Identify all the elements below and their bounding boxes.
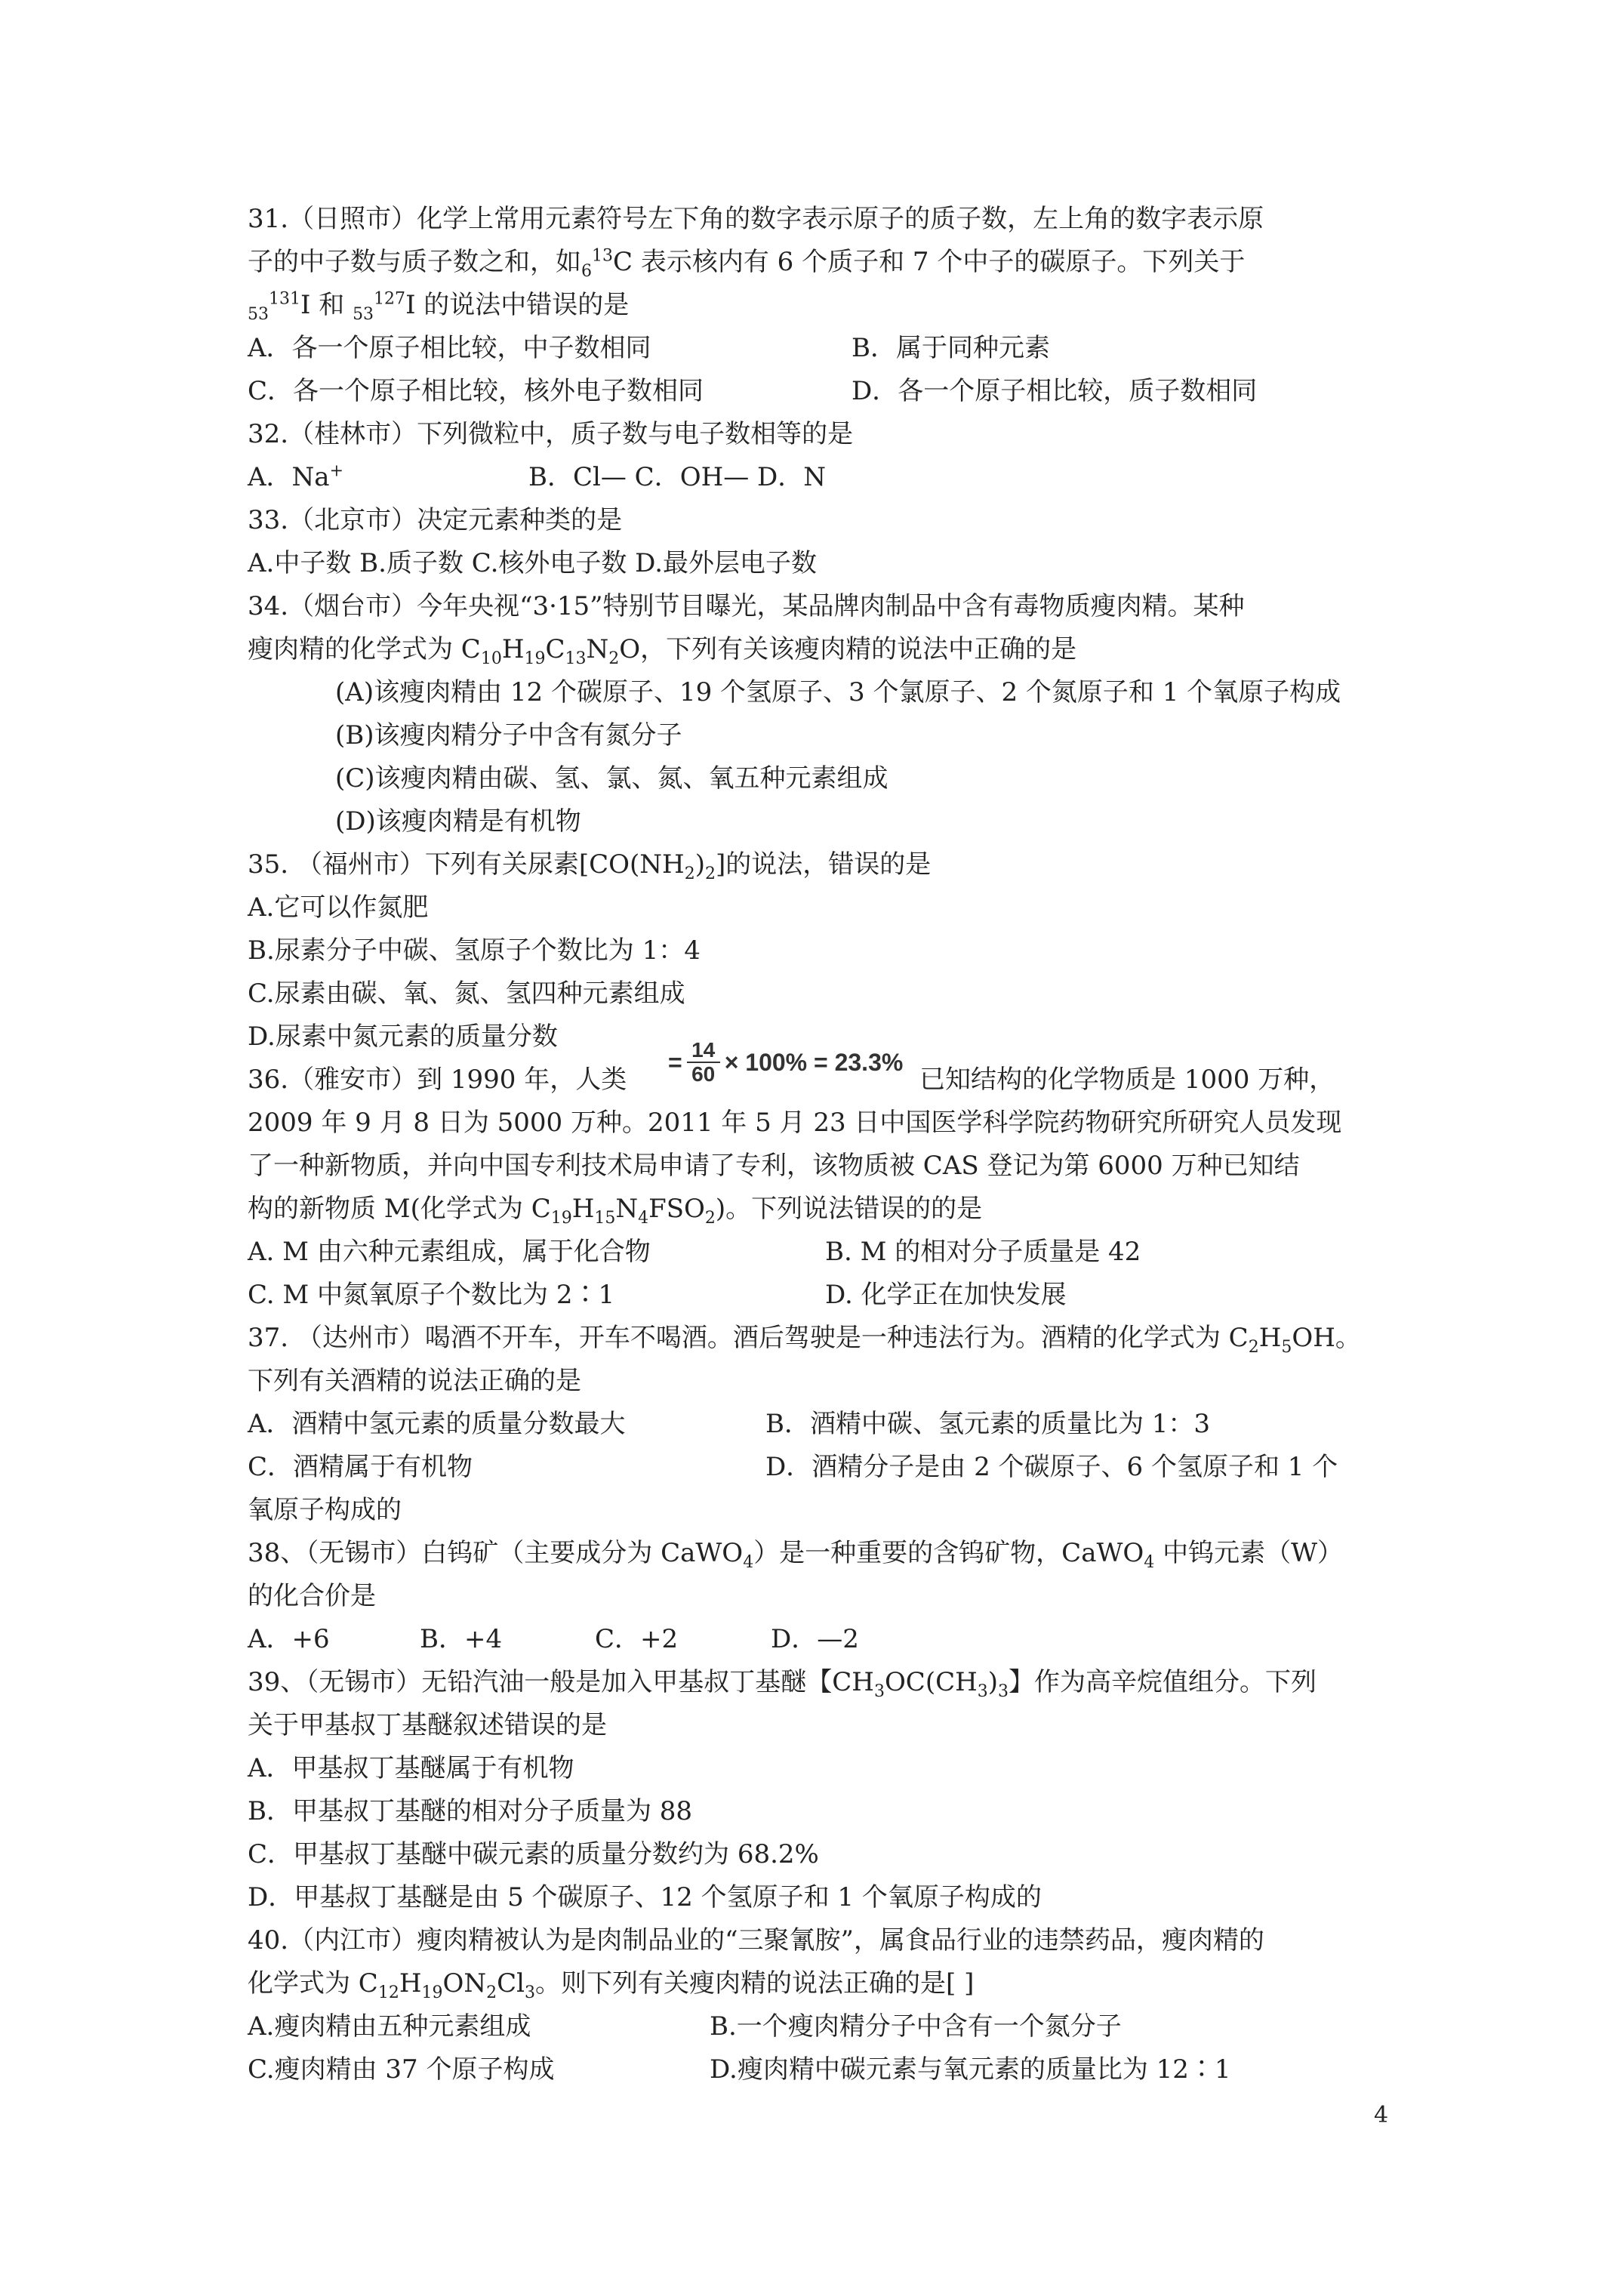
q36-stem-line3: 了一种新物质，并向中国专利技术局申请了专利，该物质被 CAS 登记为第 6000 万种已知结: [248, 1151, 1300, 1181]
q40-stem-line2: 化学式为 $C_{12}H_{19}ON_2Cl_3$。则下列有关瘦肉精的说法正确的是[ ]: [248, 1968, 975, 2002]
q37-option-a: A．酒精中氢元素的质量分数最大: [248, 1409, 626, 1439]
q40-stem-line1: 40.（内江市）瘦肉精被认为是肉制品业的“三聚氰胺”，属食品行业的违禁药品，瘦肉精的: [248, 1925, 1264, 1955]
q37-stem-line1: 37. （达州市）喝酒不开车，开车不喝酒。酒后驾驶是一种违法行为。酒精的化学式为 $C_2H_5OH$。: [248, 1323, 1361, 1357]
q35-option-c: C.尿素由碳、氧、氮、氢四种元素组成: [248, 978, 685, 1009]
q36-option-d: D. 化学正在加快发展: [825, 1280, 1067, 1310]
q39-stem-line2: 关于甲基叔丁基醚叙述错误的是: [248, 1710, 607, 1740]
q39-option-d: D．甲基叔丁基醚是由 5 个碳原子、12 个氢原子和 1 个氧原子构成的: [248, 1882, 1042, 1912]
q34-stem-line2: 瘦肉精的化学式为 $C_{10}H_{19}C_{13}N_2O$，下列有关该瘦肉精的说法中正确的是: [248, 634, 1077, 668]
q38-stem-line2: 的化合价是: [248, 1581, 376, 1611]
q39-option-b: B．甲基叔丁基醚的相对分子质量为 88: [248, 1796, 693, 1826]
q37-option-d: D．酒精分子是由 2 个碳原子、6 个氢原子和 1 个: [765, 1452, 1338, 1482]
page-number: 4: [1374, 2102, 1389, 2128]
q32-stem: 32.（桂林市）下列微粒中，质子数与电子数相等的是: [248, 419, 854, 449]
q38-option-b: B．+4: [420, 1624, 503, 1654]
q31-stem-line3: $_{53}^{131}$I 和 $_{53}^{127}$I 的说法中错误的是: [248, 289, 630, 324]
q33-stem: 33.（北京市）决定元素种类的是: [248, 505, 623, 535]
q36-stem-line4: 构的新物质 M(化学式为 $C_{19}H_{15}N_4FSO_2$)。下列说法错误的的是: [248, 1194, 983, 1228]
q31-stem-line1: 31.（日照市）化学上常用元素符号左下角的数字表示原子的质子数，左上角的数字表示原: [248, 204, 1264, 234]
q37-option-c: C．酒精属于有机物: [248, 1452, 473, 1482]
q31-option-b: B．属于同种元素: [852, 333, 1050, 363]
q40-option-b: B.一个瘦肉精分子中含有一个氮分子: [710, 2011, 1122, 2042]
q36-stem-line1b: 已知结构的化学物质是 1000 万种，: [919, 1065, 1335, 1095]
q38-option-c: C．+2: [595, 1624, 679, 1654]
q35-stem: 35. （福州市）下列有关尿素$[CO(NH_2)_2]$的说法，错误的是: [248, 849, 932, 883]
q39-stem-line1: 39、（无锡市）无铅汽油一般是加入甲基叔丁基醚【$CH_3OC(CH_3)_3$】作为高辛烷值组分。下列: [248, 1667, 1317, 1701]
q37-option-d-cont: 氧原子构成的: [248, 1495, 402, 1525]
q39-option-a: A．甲基叔丁基醚属于有机物: [248, 1753, 574, 1783]
q31-option-d: D．各一个原子相比较，质子数相同: [852, 376, 1258, 406]
q35-option-b: B.尿素分子中碳、氢原子个数比为 1：4: [248, 935, 701, 966]
q34-option-b: (B)该瘦肉精分子中含有氮分子: [335, 720, 682, 750]
q36-option-c: C. M 中氮氧原子个数比为 2∶1: [248, 1280, 615, 1310]
q38-option-a: A．+6: [248, 1624, 330, 1654]
q34-option-a: (A)该瘦肉精由 12 个碳原子、19 个氢原子、3 个氯原子、2 个氮原子和 1 个氧原子构成: [335, 677, 1341, 707]
q40-option-a: A.瘦肉精由五种元素组成: [248, 2011, 531, 2042]
q34-stem-line1: 34.（烟台市）今年央视“3·15”特别节目曝光，某品牌肉制品中含有毒物质瘦肉精。某种: [248, 591, 1245, 621]
q34-option-c: (C)该瘦肉精由碳、氢、氯、氮、氧五种元素组成: [335, 763, 888, 794]
q36-stem-line2: 2009 年 9 月 8 日为 5000 万种。2011 年 5 月 23 日中国医学科学院药物研究所研究人员发现: [248, 1108, 1342, 1138]
q35-option-d: D.尿素中氮元素的质量分数: [248, 1022, 558, 1052]
q40-option-d: D.瘦肉精中碳元素与氧元素的质量比为 12∶1: [710, 2054, 1231, 2085]
q31-stem-line2: 子的中子数与质子数之和，如$_6^{13}$C 表示核内有 6 个质子和 7 个中子的碳原子。下列关于: [248, 246, 1246, 281]
q31-option-c: C．各一个原子相比较，核外电子数相同: [248, 376, 704, 406]
q32-options-bcd: B．Cl— C．OH— D．N: [528, 462, 827, 492]
q35-option-a: A.它可以作氮肥: [248, 892, 429, 923]
q38-stem-line1: 38、（无锡市）白钨矿（主要成分为 CaWO$_4$）是一种重要的含钨矿物，CaWO$_4$ 中钨元素（W）: [248, 1538, 1344, 1572]
q36-option-b: B. M 的相对分子质量是 42: [825, 1237, 1141, 1267]
q33-options: A.中子数 B.质子数 C.核外电子数 D.最外层电子数: [248, 548, 818, 578]
q37-stem-line2: 下列有关酒精的说法正确的是: [248, 1366, 581, 1396]
q37-option-b: B．酒精中碳、氢元素的质量比为 1：3: [765, 1409, 1211, 1439]
mass-fraction-formula: = $\frac{14}{60}$ × 100% = 23.3%: [668, 1038, 904, 1086]
q36-option-a: A. M 由六种元素组成，属于化合物: [248, 1237, 651, 1267]
q32-option-a: A．Na+: [248, 461, 344, 492]
q40-option-c: C.瘦肉精由 37 个原子构成: [248, 2054, 555, 2085]
q31-option-a: A．各一个原子相比较，中子数相同: [248, 333, 651, 363]
q34-option-d: (D)该瘦肉精是有机物: [335, 806, 581, 837]
q38-option-d: D．—2: [771, 1624, 859, 1654]
q39-option-c: C．甲基叔丁基醚中碳元素的质量分数约为 68.2%: [248, 1839, 819, 1869]
q36-stem-line1a: 36.（雅安市）到 1990 年，人类: [248, 1065, 627, 1095]
